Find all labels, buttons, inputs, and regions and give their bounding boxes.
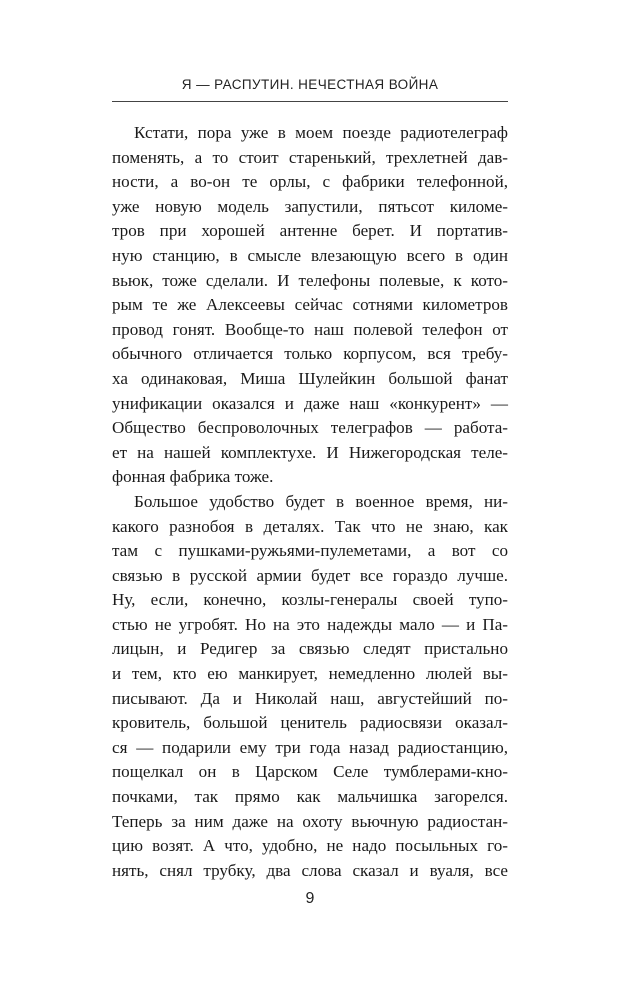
text-line: ности, а во-он те орлы, с фабрики телефонной,	[112, 172, 508, 192]
text-line: ха одинаковая, Миша Шулейкин большой фанат	[112, 368, 508, 388]
text-line: Теперь за ним даже на охоту вьючную радиостан-	[112, 811, 508, 831]
text-line: Ну, если, конечно, козлы-генералы своей тупо-	[112, 590, 508, 610]
text-line: уже новую модель запустили, пятьсот киломе-	[112, 196, 508, 216]
text-line: Большое удобство будет в военное время, ни-	[134, 491, 508, 511]
text-line: обычного отличается только корпусом, вся требу-	[112, 344, 508, 364]
body-text	[112, 121, 508, 883]
text-line: ся — подарили ему три года назад радиостанцию,	[112, 737, 508, 757]
text-line: связью в русской армии будет все гораздо лучше.	[112, 565, 508, 585]
text-line: кровитель, большой ценитель радиосвязи оказал-	[112, 713, 508, 733]
text-line: ет на нашей комплектухе. И Нижегородская теле-	[112, 442, 508, 462]
text-line: там с пушками-ружьями-пулеметами, а вот со	[112, 541, 508, 561]
text-line: вьюк, тоже сделали. И телефоны полевые, к кото-	[112, 270, 508, 290]
text-line: пощелкал он в Царском Селе тумблерами-кно-	[112, 762, 508, 782]
header-rule	[112, 101, 508, 102]
text-line: поменять, а то стоит старенький, трехлетней дав-	[112, 147, 508, 167]
page-number: 9	[305, 890, 315, 907]
text-line: рым те же Алексеевы сейчас сотнями километров	[112, 295, 508, 315]
text-line: ную станцию, в смысле влезающую всего в один	[112, 245, 508, 265]
text-line: стью не угробят. Но на это надежды мало — и Па-	[112, 614, 508, 634]
text-line: тров при хорошей антенне берет. И портатив-	[112, 221, 508, 241]
text-line: фонная фабрика тоже.	[112, 467, 274, 487]
running-title: Я — РАСПУТИН. НЕЧЕСТНАЯ ВОЙНА	[181, 77, 439, 92]
text-line: цию возят. А что, удобно, не надо посыльных го-	[112, 836, 508, 856]
text-line: почками, так прямо как мальчишка загорелся.	[112, 787, 508, 807]
text-line: унификации оказался и даже наш «конкурент» —	[112, 393, 508, 413]
text-line: какого разнобоя в деталях. Так что не знаю, как	[112, 516, 508, 536]
text-line: провод гонят. Вообще-то наш полевой телефон от	[112, 319, 508, 339]
text-line: лицын, и Редигер за связью следят пристально	[112, 639, 508, 659]
text-line: Кстати, пора уже в моем поезде радиотелеграф	[134, 123, 508, 142]
text-line: Общество беспроволочных телеграфов — работа-	[112, 418, 508, 438]
text-line: писывают. Да и Николай наш, августейший по-	[112, 688, 508, 708]
text-line: нять, снял трубку, два слова сказал и вуаля, все	[112, 860, 508, 880]
text-line: и тем, кто ею манкирует, немедленно люлей вы-	[112, 664, 508, 684]
